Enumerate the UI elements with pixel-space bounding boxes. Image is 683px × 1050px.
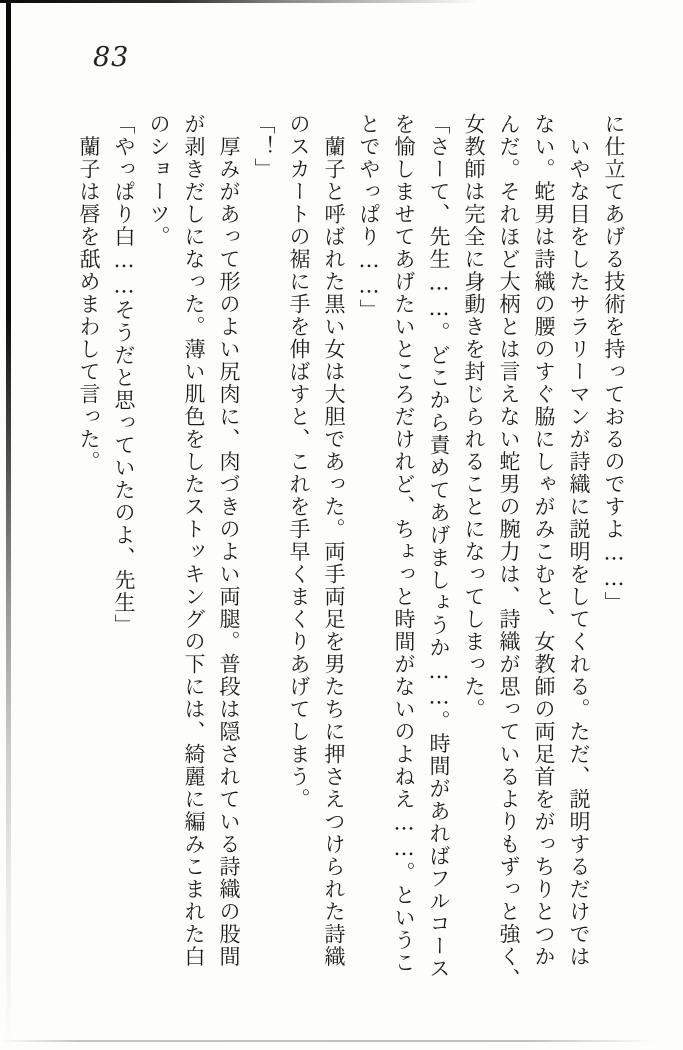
scan-top-edge (0, 0, 478, 3)
text-column: 「さーて、先生……。どこから責めてあげましょうか……。時間があればフルコース (427, 113, 451, 980)
text-column: を愉しませてあげたいところだけれど、ちょっと時間がないのよねえ……。というこ (392, 113, 416, 974)
text-column: いやな目をしたサラリーマンが詩織に説明をしてくれる。ただ、説明するだけでは (567, 113, 591, 968)
text-column: 蘭子は唇を舐めまわして言った。 (77, 113, 101, 473)
text-column: とでやっぱり……」 (357, 113, 381, 322)
scan-gutter-edge (6, 0, 11, 1050)
text-column: 「やっぱり白……そうだと思っていたのよ、先生」 (112, 113, 136, 637)
text-column: 女教師は完全に身動きを封じられることになってしまった。 (462, 113, 486, 721)
text-column: 「！」 (252, 113, 276, 181)
text-column: ない。蛇男は詩織の腰のすぐ脇にしゃがみこむと、女教師の両足首をがっちりとつか (532, 113, 556, 968)
text-column: のスカートの裾に手を伸ばすと、これを手早くまくりあげてしまう。 (287, 113, 311, 811)
text-column: が剥きだしになった。薄い肌色をしたストッキングの下には、綺麗に編みこまれた白 (182, 113, 206, 968)
page-number: 83 (93, 42, 130, 73)
text-column: のショーツ。 (147, 113, 171, 248)
body-text (69, 113, 631, 1005)
scan-bottom-edge (0, 1040, 656, 1042)
text-column: 厚みがあって形のよい尻肉に、肉づきのよい両腿。普段は隠されている詩織の股間 (217, 113, 241, 968)
text-column: に仕立てあげる技術を持っておるのですよ……」 (602, 113, 626, 614)
text-column: 蘭子と呼ばれた黒い女は大胆であった。両手両足を男たちに押さえつけられた詩織 (322, 113, 346, 968)
text-column: んだ。それほど大柄とは言えない蛇男の腕力は、詩織が思っているよりもずっと強く、 (497, 113, 521, 991)
